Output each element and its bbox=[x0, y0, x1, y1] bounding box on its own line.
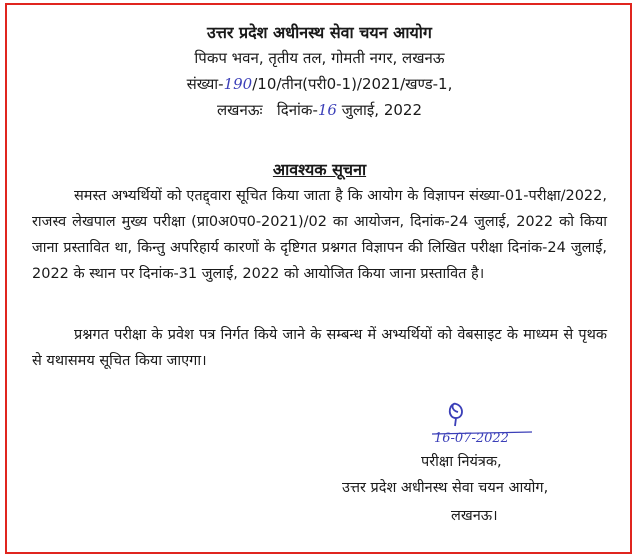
signatory-organization: उत्तर प्रदेश अधीनस्थ सेवा चयन आयोग, bbox=[342, 480, 549, 496]
signatory-city: लखनऊ। bbox=[451, 508, 498, 524]
org-address: पिकप भवन, तृतीय तल, गोमती नगर, लखनऊ bbox=[194, 49, 445, 67]
reference-number bbox=[0, 74, 639, 94]
signatory-designation: परीक्षा नियंत्रक, bbox=[421, 454, 502, 470]
ref-prefix: संख्या- bbox=[186, 75, 224, 93]
notice-paragraph-2: प्रश्नगत परीक्षा के प्रवेश पत्र निर्गत किये जाने के सम्बन्ध में अभ्यर्थियों को वेबसाइट के माध्यम से पृथक से यथासमय सूचित किया जाएगा। bbox=[32, 327, 607, 369]
date-suffix: जुलाई, 2022 bbox=[336, 101, 422, 119]
date-handwritten-day: 16 bbox=[317, 101, 337, 119]
ref-suffix: /10/तीन(परी0-1)/2021/खण्ड-1, bbox=[252, 75, 453, 93]
handwritten-signature bbox=[428, 396, 538, 446]
ref-handwritten-number: 190 bbox=[223, 75, 253, 93]
signature-date: 16-07-2022 bbox=[434, 431, 509, 446]
date-prefix: लखनऊः दिनांक- bbox=[217, 101, 318, 119]
notice-title: आवश्यक सूचना bbox=[272, 160, 367, 179]
org-name: उत्तर प्रदेश अधीनस्थ सेवा चयन आयोग bbox=[207, 23, 432, 42]
issue-date bbox=[0, 100, 639, 120]
notice-paragraph-1: समस्त अभ्यर्थियों को एतद्द्वारा सूचित किया जाता है कि आयोग के विज्ञापन संख्या-01-परीक्षा/2022, राजस्व लेखपाल मुख्य परीक्षा (प्रा0अ0प0-2021)/02 का आयोजन, दिनांक-24 जुलाई, 2022 को किया जाना प्रस्तावित था, किन्तु अपरिहार्य कारणों के दृष्टिगत प्रश्नगत विज्ञापन की लिखित परीक्षा दिनांक-24 जुलाई, 2022 के स्थान पर दिनांक-31 जुलाई, 2022 को आयोजित किया जाना प्रस्तावित है। bbox=[32, 188, 607, 282]
